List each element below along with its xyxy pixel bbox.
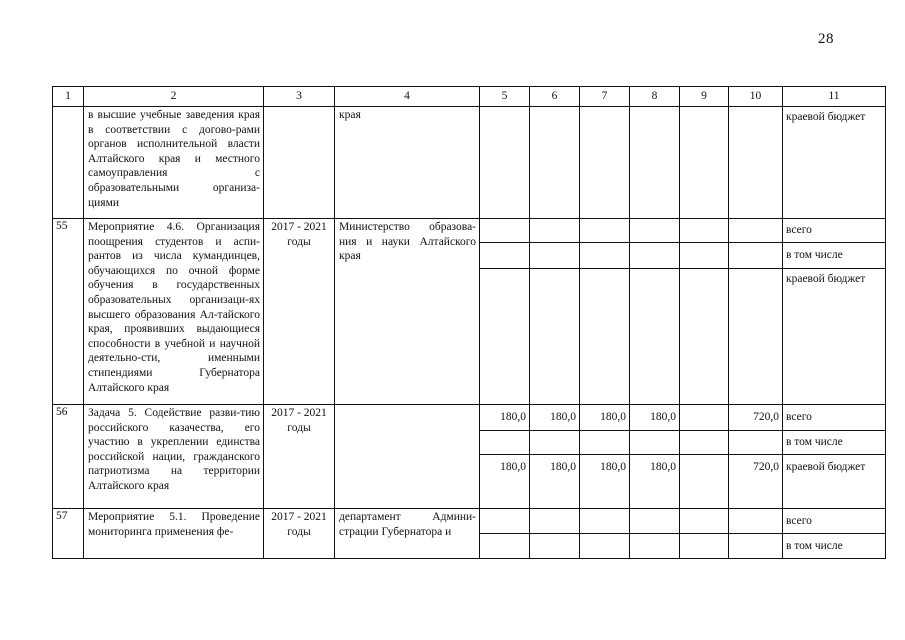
value-cell: [480, 509, 530, 534]
value-cell: [580, 509, 630, 534]
value-cell: [580, 269, 630, 405]
value-cell: [630, 509, 680, 534]
value-cell: [729, 107, 783, 219]
value-cell: [680, 269, 729, 405]
period-cell: 2017 - 2021 годы: [264, 509, 335, 559]
executor-cell: Министерство образова-ния и науки Алтайского края: [335, 219, 480, 405]
value-cell: [480, 269, 530, 405]
value-cell: 180,0: [580, 405, 630, 431]
value-cell: [580, 431, 630, 455]
value-cell: [680, 405, 729, 431]
value-cell: [480, 534, 530, 559]
column-header: 8: [630, 87, 680, 107]
value-cell: [630, 107, 680, 219]
column-header: 7: [580, 87, 630, 107]
value-cell: [630, 534, 680, 559]
column-header: 2: [84, 87, 264, 107]
funding-source-cell: в том числе: [783, 431, 886, 455]
program-table: [52, 86, 886, 559]
column-header: 5: [480, 87, 530, 107]
value-cell: [530, 509, 580, 534]
value-cell: [530, 534, 580, 559]
funding-source-cell: краевой бюджет: [783, 107, 886, 219]
executor-cell: края: [335, 107, 480, 219]
row-number-cell: [53, 107, 84, 219]
value-cell: 720,0: [729, 455, 783, 509]
value-cell: [530, 107, 580, 219]
value-cell: [580, 534, 630, 559]
table-row: [53, 219, 886, 243]
value-cell: [530, 219, 580, 243]
description-cell: Мероприятие 4.6. Организация поощрения студентов и аспи-рантов из числа кумандинцев, обучающихся по очной форме обучения в государственных образовательных организаци-ях высшего образования Ал-тайского края, проявивших выдающиеся способности в учебной и научной деятельно-сти, именными стипендиями Губернатора Алтайского края: [84, 219, 264, 405]
value-cell: [729, 243, 783, 269]
row-number-cell: 57: [53, 509, 84, 559]
value-cell: [480, 243, 530, 269]
value-cell: [680, 243, 729, 269]
column-header: 11: [783, 87, 886, 107]
value-cell: [729, 431, 783, 455]
value-cell: [480, 107, 530, 219]
period-cell: 2017 - 2021 годы: [264, 405, 335, 509]
value-cell: [729, 534, 783, 559]
value-cell: 180,0: [530, 405, 580, 431]
value-cell: [530, 243, 580, 269]
funding-source-cell: краевой бюджет: [783, 269, 886, 405]
value-cell: [680, 509, 729, 534]
value-cell: [729, 269, 783, 405]
value-cell: [680, 219, 729, 243]
value-cell: [580, 243, 630, 269]
funding-source-cell: всего: [783, 509, 886, 534]
column-header: 9: [680, 87, 729, 107]
value-cell: [729, 219, 783, 243]
description-cell: в высшие учебные заведения края в соответствии с догово-рами органов исполнительной власти Алтайского края и местного самоуправления с образовательными организа-циями: [84, 107, 264, 219]
executor-cell: департамент Админи-страции Губернатора и: [335, 509, 480, 559]
column-header: 4: [335, 87, 480, 107]
value-cell: [480, 431, 530, 455]
funding-source-cell: всего: [783, 405, 886, 431]
value-cell: 720,0: [729, 405, 783, 431]
page-number: 28: [818, 31, 834, 47]
period-cell: [264, 107, 335, 219]
table-row: [53, 405, 886, 431]
value-cell: [680, 431, 729, 455]
value-cell: [630, 269, 680, 405]
executor-cell: [335, 405, 480, 509]
header-row: [53, 87, 886, 107]
period-cell: 2017 - 2021 годы: [264, 219, 335, 405]
funding-source-cell: краевой бюджет: [783, 455, 886, 509]
column-header: 1: [53, 87, 84, 107]
row-number-cell: 55: [53, 219, 84, 405]
value-cell: [580, 219, 630, 243]
value-cell: [480, 219, 530, 243]
value-cell: [530, 431, 580, 455]
value-cell: [680, 107, 729, 219]
value-cell: [580, 107, 630, 219]
funding-source-cell: всего: [783, 219, 886, 243]
value-cell: 180,0: [480, 405, 530, 431]
value-cell: [530, 269, 580, 405]
value-cell: 180,0: [630, 455, 680, 509]
value-cell: [630, 219, 680, 243]
value-cell: 180,0: [580, 455, 630, 509]
description-cell: Задача 5. Содействие разви-тию российского казачества, его участию в укреплении единства российской нации, гражданского патриотизма на территории Алтайского края: [84, 405, 264, 509]
value-cell: [630, 431, 680, 455]
table-row: [53, 509, 886, 534]
funding-source-cell: в том числе: [783, 534, 886, 559]
funding-source-cell: в том числе: [783, 243, 886, 269]
column-header: 6: [530, 87, 580, 107]
value-cell: 180,0: [630, 405, 680, 431]
value-cell: 180,0: [480, 455, 530, 509]
value-cell: [630, 243, 680, 269]
value-cell: [680, 534, 729, 559]
table-row: [53, 107, 886, 219]
description-cell: Мероприятие 5.1. Проведение мониторинга применения фе-: [84, 509, 264, 559]
value-cell: 180,0: [530, 455, 580, 509]
value-cell: [729, 509, 783, 534]
column-header: 3: [264, 87, 335, 107]
row-number-cell: 56: [53, 405, 84, 509]
value-cell: [680, 455, 729, 509]
column-header: 10: [729, 87, 783, 107]
